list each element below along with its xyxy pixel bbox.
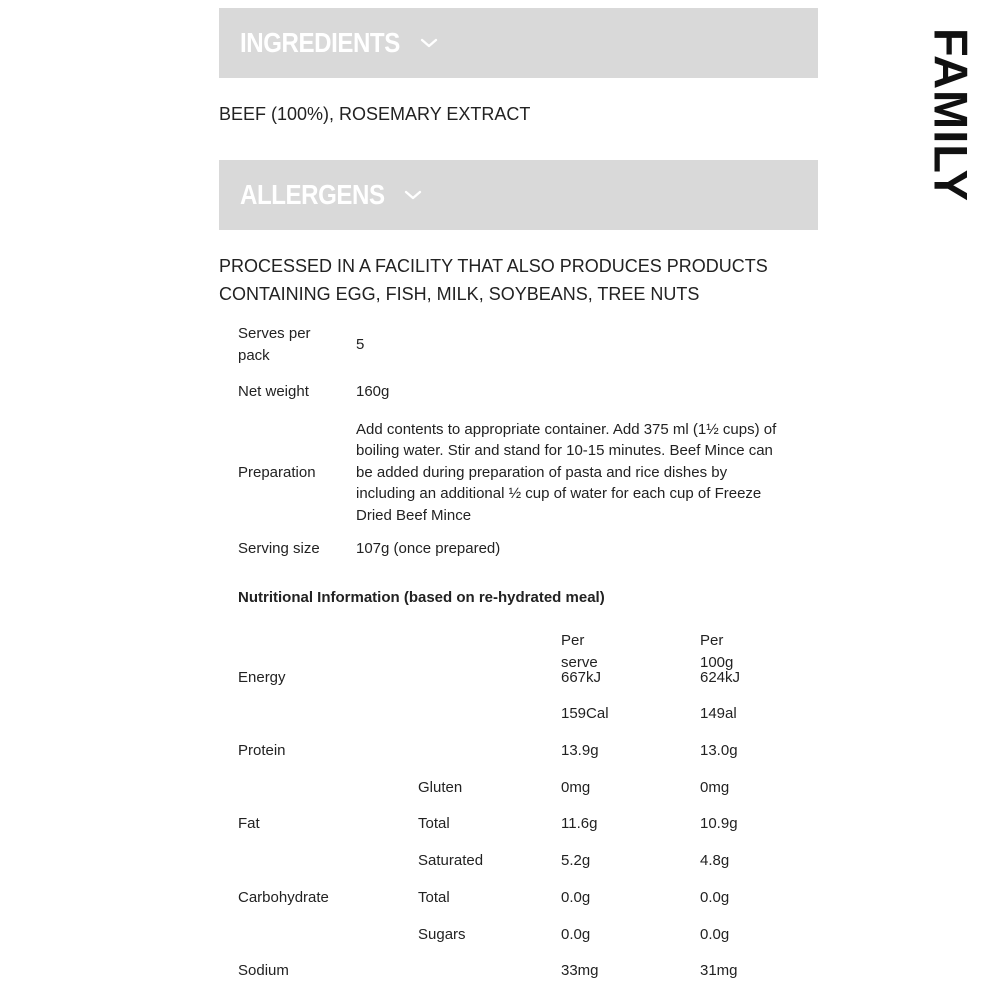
per-serve-value: 13.9g: [561, 742, 599, 760]
serves-label-line: Serves per: [238, 325, 311, 342]
allergens-line: PROCESSED IN A FACILITY THAT ALSO PRODUCES PRODUCTS: [219, 256, 768, 276]
info-row-serves: [238, 322, 808, 368]
preparation-label: Preparation: [238, 463, 316, 481]
per-100g-value: 149al: [700, 705, 737, 723]
nutrient-name: Carbohydrate: [238, 888, 329, 906]
nutrient-name: Energy: [238, 668, 286, 686]
preparation-line: Add contents to appropriate container. Add 375 ml (1½ cups) of: [356, 420, 777, 438]
info-row-serving-size: [238, 529, 808, 569]
per-serve-value: 5.2g: [561, 852, 591, 870]
nutrient-sub: Total: [418, 815, 450, 833]
per-100g-value: 4.8g: [700, 852, 730, 870]
serving-size-value: 107g (once prepared): [356, 540, 501, 558]
nutrient-sub: Total: [418, 888, 450, 906]
per-100g-value: 0mg: [700, 778, 730, 796]
allergens-text: [219, 252, 819, 308]
per-serve-value: 0.0g: [561, 925, 591, 943]
per-100g-value: 31mg: [700, 962, 738, 980]
nutrient-sub: Gluten: [418, 778, 463, 796]
per-serve-value: 33mg: [561, 962, 599, 980]
nutrient-sub: Saturated: [418, 852, 484, 870]
per-serve-value: 667kJ: [561, 668, 602, 686]
product-info-table: [238, 322, 808, 569]
serves-label-line: pack: [238, 347, 270, 364]
nutrient-name: Protein: [238, 742, 286, 760]
preparation-line: be added during preparation of pasta and rice dishes by: [356, 463, 728, 481]
per-100g-value: 624kJ: [700, 668, 741, 686]
side-brand-text: FAMILY: [924, 27, 978, 202]
per-serve-value: 159Cal: [561, 705, 609, 723]
preparation-line: Dried Beef Mince: [356, 506, 472, 524]
nutrient-name: Fat: [238, 815, 260, 833]
chevron-down-icon: [420, 38, 438, 48]
ingredients-text: BEEF (100%), ROSEMARY EXTRACT: [219, 104, 531, 124]
per-100g-value: 0.0g: [700, 888, 730, 906]
per-serve-value: 0.0g: [561, 888, 591, 906]
per-100g-header: Per 100g: [700, 632, 734, 671]
preparation-value: [356, 419, 808, 527]
per-serve-value: 0mg: [561, 778, 591, 796]
allergens-accordion-header[interactable]: [219, 160, 818, 230]
ingredients-accordion-header[interactable]: [219, 8, 818, 78]
ingredients-title: INGREDIENTS: [240, 27, 400, 58]
net-weight-label: Net weight: [238, 383, 309, 400]
preparation-line: including an additional ½ cup of water for each cup of Freeze: [356, 485, 762, 503]
per-100g-value: 10.9g: [700, 815, 738, 833]
info-row-preparation: [238, 416, 808, 529]
per-serve-header: Per serve: [561, 632, 598, 671]
per-100g-value: 0.0g: [700, 925, 730, 943]
nutrient-sub: Sugars: [418, 925, 466, 943]
info-label: [238, 323, 356, 367]
chevron-down-icon: [404, 190, 422, 200]
serving-size-label: Serving size: [238, 540, 320, 557]
nutrient-name: Sodium: [238, 962, 289, 980]
preparation-line: boiling water. Stir and stand for 10-15 minutes. Beef Mince can: [356, 442, 773, 460]
serves-value: 5: [356, 336, 365, 354]
info-row-net-weight: [238, 368, 808, 416]
nutrition-heading: Nutritional Information (based on re-hydrated meal): [238, 589, 605, 606]
per-serve-value: 11.6g: [561, 815, 598, 833]
allergens-line: CONTAINING EGG, FISH, MILK, SOYBEANS, TREE NUTS: [219, 284, 700, 304]
allergens-title: ALLERGENS: [240, 179, 385, 210]
side-brand-word: [925, 22, 977, 208]
net-weight-value: 160g: [356, 383, 390, 401]
per-100g-value: 13.0g: [700, 742, 738, 760]
